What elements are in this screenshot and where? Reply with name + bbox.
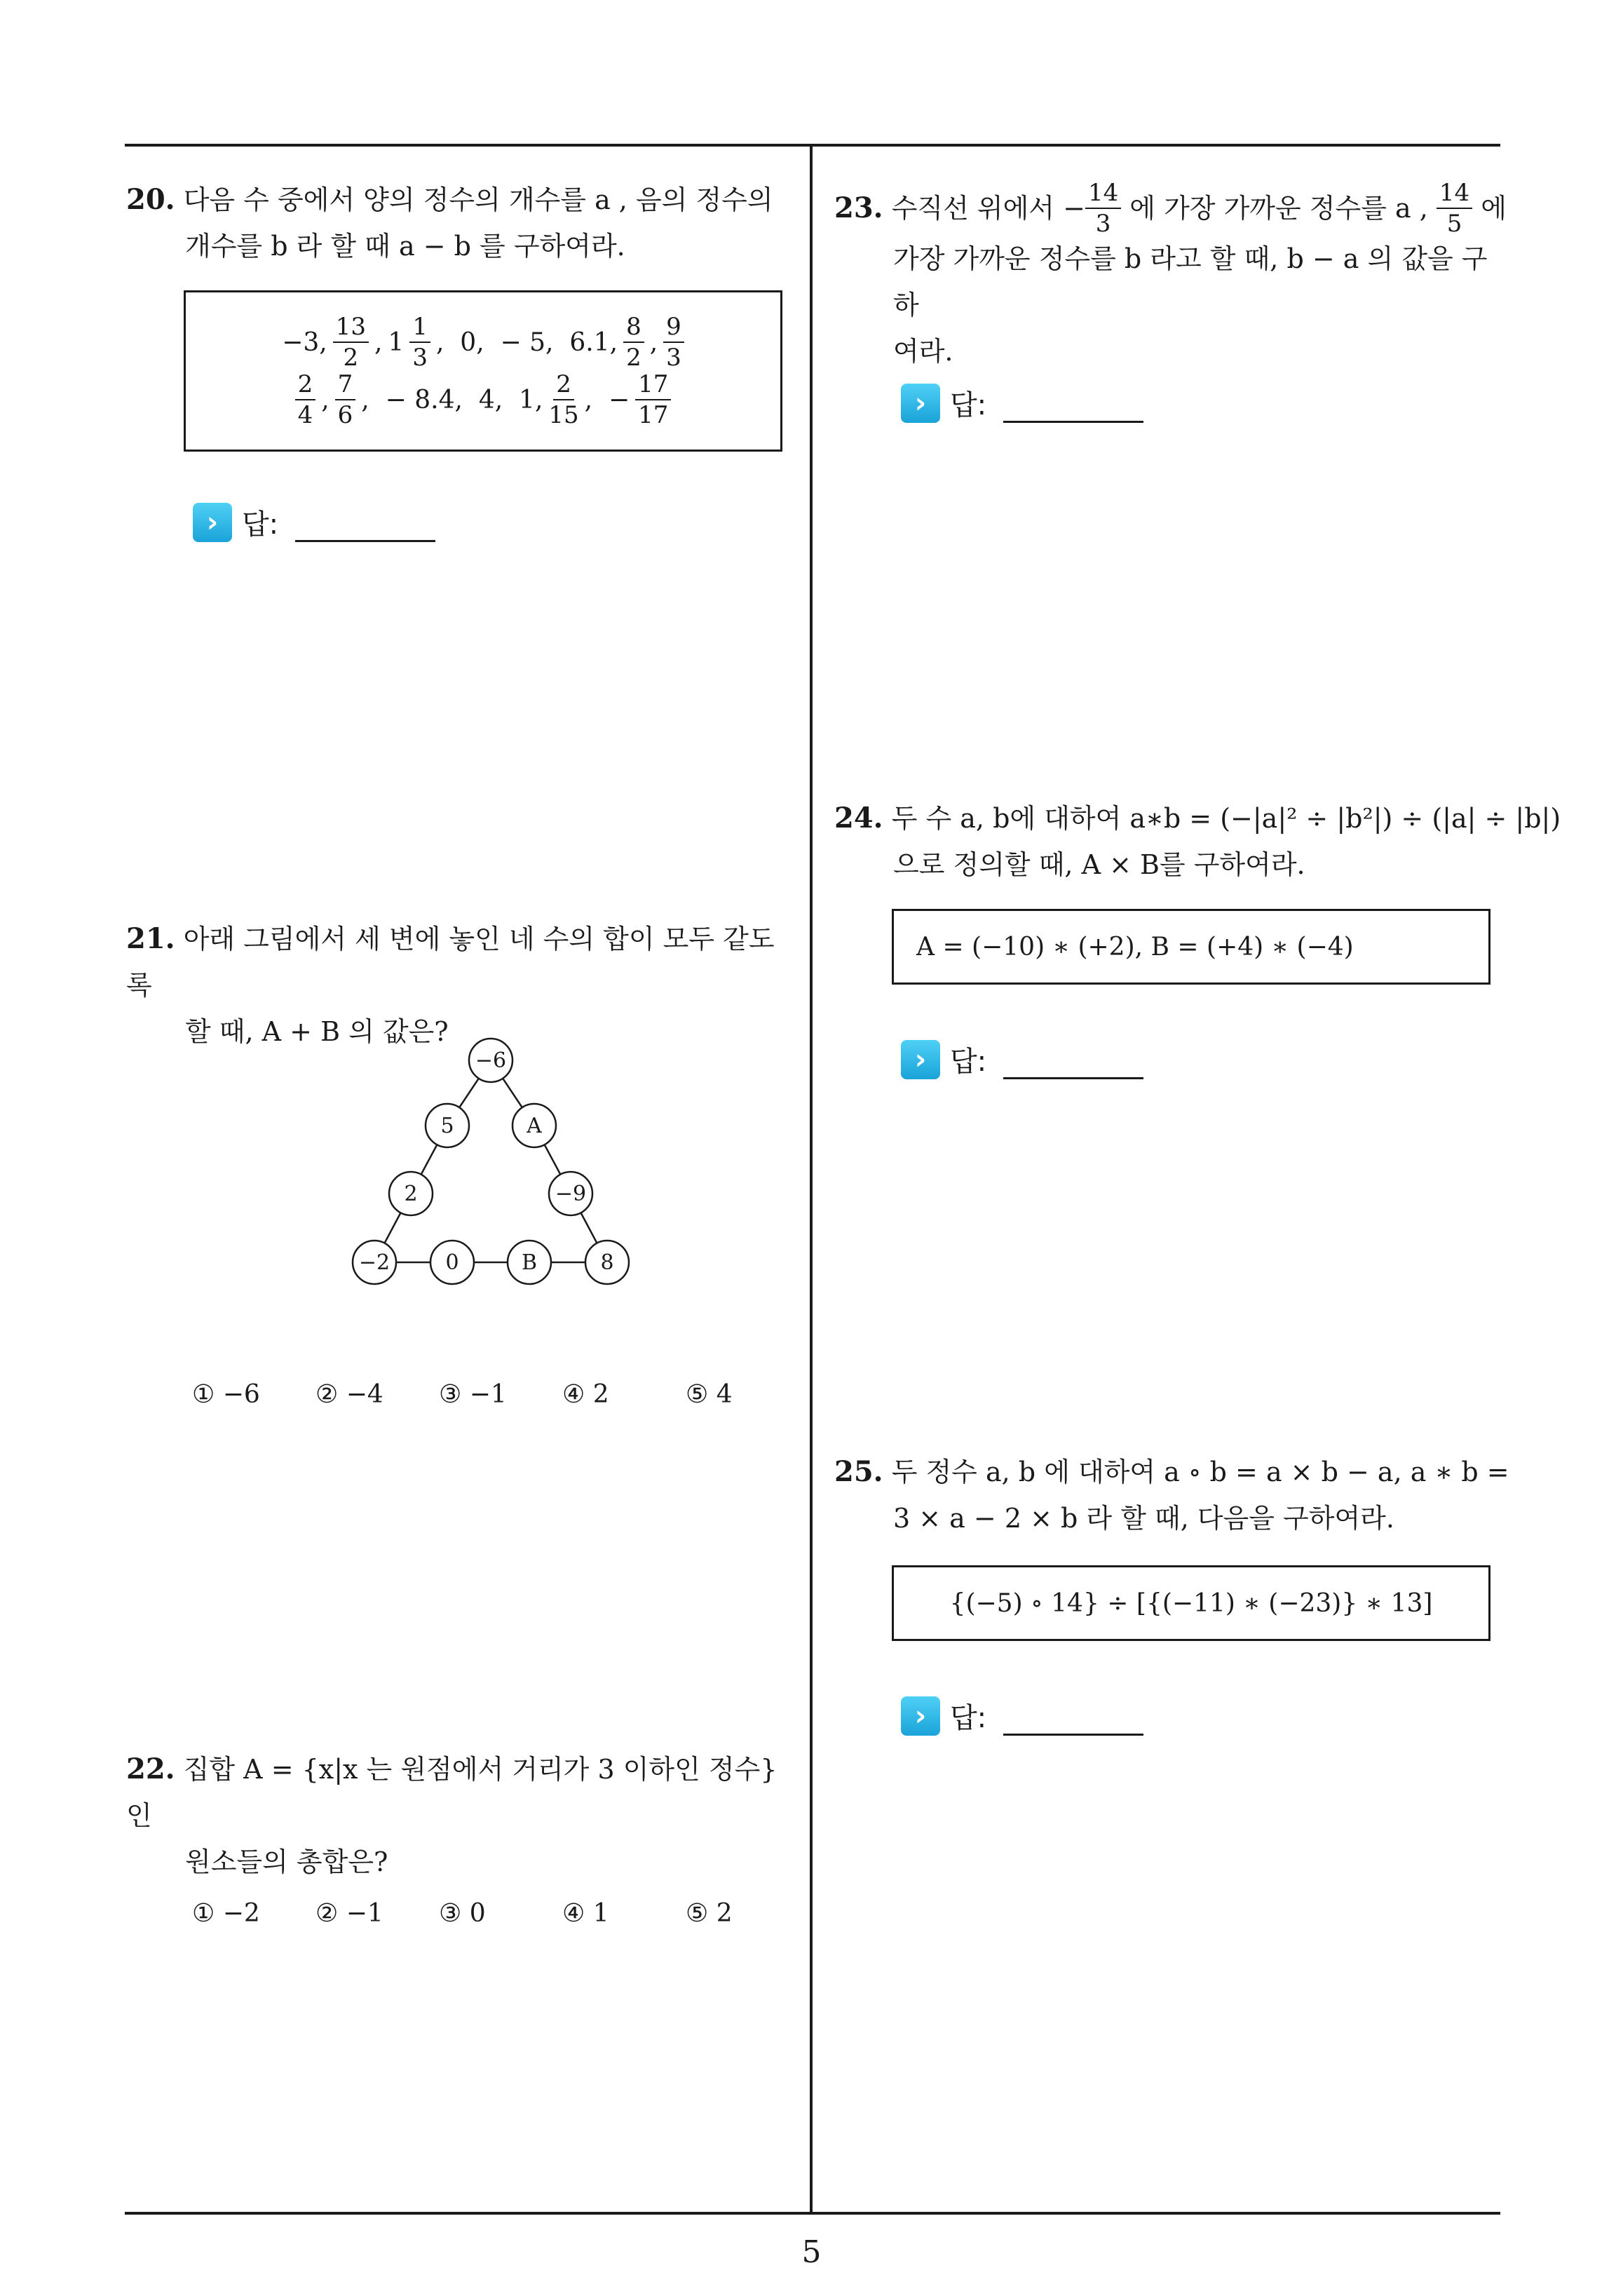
choice-4[interactable]: ④ 2 <box>562 1380 609 1409</box>
question-text: 원소들의 총합은? <box>185 1846 388 1877</box>
question-text: 개수를 b 라 할 때 a − b 를 구하여라. <box>185 231 625 262</box>
question-text: 다음 수 중에서 양의 정수의 개수를 a , 음의 정수의 <box>183 184 773 215</box>
question-20 <box>126 177 799 269</box>
question-text: 3 × a − 2 × b 라 할 때, 다음을 구하여라. <box>893 1503 1394 1534</box>
question-25 <box>834 1449 1507 1541</box>
question-text: 할 때, A + B 의 값은? <box>185 1016 449 1047</box>
fraction: $\frac{2}{15}$ <box>548 370 579 429</box>
node-label: 2 <box>404 1182 418 1206</box>
question-number: 22. <box>126 1753 175 1785</box>
top-rule <box>125 144 1500 147</box>
number-row-2: $\frac{2}{4}$ , $\frac{7}{6}$ , − 8.4, 4, 1, $\frac{2}{15}$ , − $\frac{17}{17}$ <box>295 372 672 427</box>
chevron-right-icon: › <box>901 384 940 423</box>
answer-field-24[interactable] <box>901 1039 1143 1079</box>
choice-2[interactable]: ② −4 <box>315 1380 383 1409</box>
expression-box: {(−5) ∘ 14} ÷ [{(−11) ∗ (−23)} ∗ 13] <box>892 1565 1490 1641</box>
answer-field-23[interactable] <box>901 383 1143 423</box>
fraction: $\frac{8}{2}$ <box>623 315 644 370</box>
fraction: $\frac{17}{17}$ <box>635 372 671 427</box>
chevron-right-icon: › <box>193 503 232 542</box>
answer-blank[interactable] <box>1003 393 1143 423</box>
answer-field-20[interactable] <box>193 502 435 542</box>
definition-box: A = (−10) ∗ (+2), B = (+4) ∗ (−4) <box>892 909 1490 985</box>
node-label: 8 <box>600 1250 614 1275</box>
chevron-right-icon: › <box>901 1696 940 1736</box>
answer-blank[interactable] <box>1003 1706 1143 1736</box>
fraction: $\frac{1}{3}$ <box>409 315 430 370</box>
fraction: $\frac{7}{6}$ <box>335 372 356 427</box>
choice-2[interactable]: ② −1 <box>315 1899 383 1928</box>
answer-blank[interactable] <box>1003 1049 1143 1079</box>
question-number: 23. <box>834 191 883 224</box>
choice-5[interactable]: ⑤ 2 <box>686 1899 733 1928</box>
answer-label: 답: <box>950 1046 987 1078</box>
choices-21 <box>192 1380 809 1409</box>
answer-field-25[interactable] <box>901 1696 1143 1736</box>
choice-1[interactable]: ① −6 <box>192 1380 260 1409</box>
triangle-diagram <box>337 1024 645 1304</box>
node-label: 0 <box>445 1250 459 1275</box>
question-text: 여라. <box>893 336 953 367</box>
question-24 <box>834 795 1561 888</box>
chevron-right-icon: › <box>901 1040 940 1079</box>
node-label: B <box>521 1250 538 1275</box>
question-number: 21. <box>126 922 175 955</box>
question-text: 아래 그림에서 세 변에 놓인 네 수의 합이 모두 같도록 <box>126 924 775 1001</box>
number-row-1: −3, $\frac{13}{2}$ , 1 $\frac{1}{3}$ , 0, − 5, 6.1, $\frac{8}{2}$ , $\frac{9}{3}$ <box>282 315 684 370</box>
node-label: −6 <box>475 1048 507 1073</box>
fraction: $\frac{2}{4}$ <box>295 372 316 427</box>
question-number: 24. <box>834 802 883 835</box>
question-22 <box>126 1746 799 1885</box>
choices-22 <box>192 1899 809 1928</box>
question-23: 23. 수직선 위에서 − $\frac{14}{3}$ 에 가장 가까운 정수를 a , $\frac{14}{5}$ 에 가장 가까운 정수를 b 라고 할 때, b − a 의 값을 구하 여라. <box>834 181 1507 374</box>
node-label: −9 <box>555 1182 587 1206</box>
choice-3[interactable]: ③ 0 <box>439 1899 486 1928</box>
node-label: 5 <box>440 1114 454 1138</box>
node-label: A <box>527 1114 542 1138</box>
answer-blank[interactable] <box>295 512 435 542</box>
question-text: 두 정수 a, b 에 대하여 a ∘ b = a × b − a, a ∗ b = <box>891 1457 1509 1487</box>
answer-label: 답: <box>950 1702 987 1734</box>
fraction: $\frac{14}{3}$ <box>1085 181 1121 236</box>
question-text: 두 수 a, b에 대하여 a∗b = (−|a|² ÷ |b²|) ÷ (|a| ÷ |b|) <box>891 803 1561 834</box>
question-number: 20. <box>126 183 175 216</box>
fraction: $\frac{13}{2}$ <box>333 315 369 370</box>
question-text: 가장 가까운 정수를 b 라고 할 때, b − a 의 값을 구하 <box>893 243 1488 320</box>
choice-5[interactable]: ⑤ 4 <box>686 1380 733 1409</box>
question-text: 으로 정의할 때, A × B를 구하여라. <box>893 849 1305 880</box>
number-list-box <box>184 290 782 452</box>
fraction: $\frac{9}{3}$ <box>663 315 684 370</box>
choice-1[interactable]: ① −2 <box>192 1899 260 1928</box>
answer-label: 답: <box>950 389 987 421</box>
fraction: $\frac{14}{5}$ <box>1437 181 1472 236</box>
question-text: 집합 A = {x|x 는 원점에서 거리가 3 이하인 정수} 인 <box>126 1754 777 1831</box>
bottom-rule <box>125 2212 1500 2215</box>
page-number: 5 <box>801 2234 822 2270</box>
choice-3[interactable]: ③ −1 <box>439 1380 507 1409</box>
answer-label: 답: <box>242 508 279 541</box>
question-number: 25. <box>834 1455 883 1488</box>
choice-4[interactable]: ④ 1 <box>562 1899 609 1928</box>
node-label: −2 <box>358 1250 391 1275</box>
column-divider <box>810 144 813 2215</box>
